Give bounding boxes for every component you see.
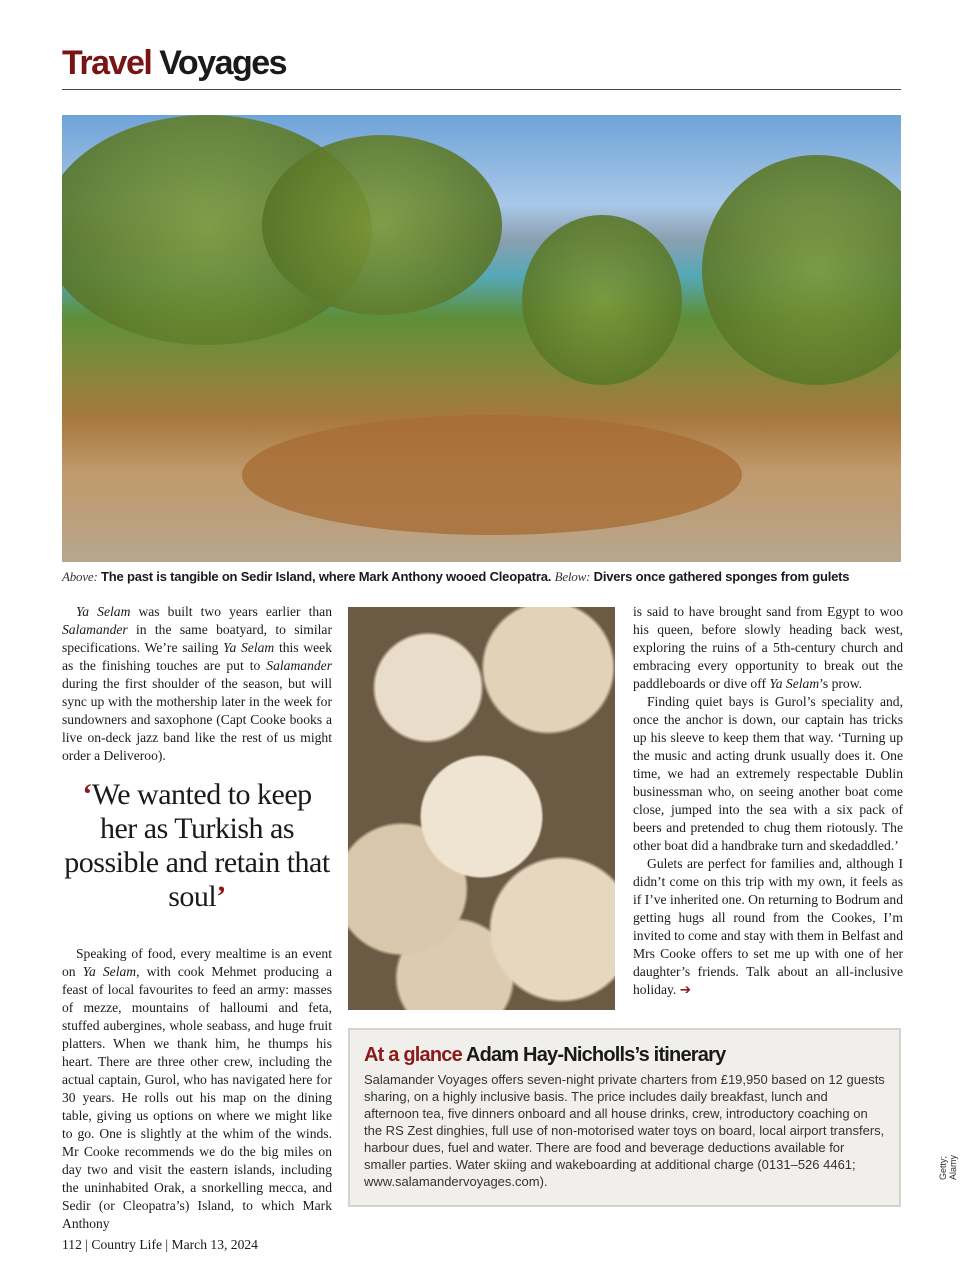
paragraph xyxy=(633,693,903,855)
boat-name: Ya Selam xyxy=(76,604,131,619)
page-folio: 112 | Country Life | March 13, 2024 xyxy=(62,1237,258,1252)
header-rule xyxy=(62,89,901,90)
boat-name: Ya Selam xyxy=(82,964,137,979)
paragraph-text: is said to have brought sand from Egypt to woo his queen, before slowly heading back west, exploring the ruins of a 5th-century church and embracing every opportunity to break out the paddleboards or dive off xyxy=(633,604,903,691)
paragraph-text: Gulets are perfect for families and, although I didn’t come on this trip with my own, it feels as if I’ve inherited one. On returning to Bodrum and getting hugs all round from the Cookes, I’m invited to come and stay with them in Belfast and Mrs Cooke offers to set me up with one of her daughter’s friends. Talk about an all-inclusive holiday. xyxy=(633,856,903,997)
paragraph-text: in the same boatyard, to similar specifications. We’re sailing xyxy=(62,622,332,655)
paragraph-text: this week as the finishing touches are put to xyxy=(62,640,332,673)
paragraph xyxy=(62,603,332,765)
at-a-glance-label: At a glance xyxy=(364,1044,462,1066)
itinerary-title: Adam Hay-Nicholls’s itinerary xyxy=(465,1044,726,1066)
boat-name: Ya Selam xyxy=(769,676,820,691)
body-column-3 xyxy=(633,603,903,999)
caption-label: Above: xyxy=(62,569,98,584)
paragraph-text: ’s prow. xyxy=(819,676,863,691)
photo-caption xyxy=(62,569,849,585)
paragraph xyxy=(633,855,903,999)
olive-tree xyxy=(262,135,502,315)
olive-tree xyxy=(702,155,901,385)
pull-quote xyxy=(62,778,332,914)
sponges-photo xyxy=(348,607,615,1010)
paragraph xyxy=(62,945,332,1233)
paragraph-text: , with cook Mehmet producing a feast of local favourites to feed an army: masses of mezze, mountains of halloumi and feta, stuffed aubergines, whole seabass, and huge fruit platters. When we thank him, he thumps his heart. There are three other crew, including the actual captain, Gurol, who has navigated here for 30 years. He rolls out his map on the dining table, giving us options on where we might like to go. One is slightly at the whim of the winds. Mr Cooke recommends we do the big miles on day two and visit the eastern islands, including the uninhabited Orak, a snorkelling mecca, and Sedir (or Cleopatra’s) Island, to which Mark Anthony xyxy=(62,964,332,1231)
photo-credit: Getty; Alamy xyxy=(938,1154,958,1180)
boat-name: Salamander xyxy=(266,658,332,673)
pull-quote-text: We wanted to keep her as Turkish as possible and retain that soul xyxy=(64,778,330,913)
at-a-glance-heading xyxy=(364,1044,885,1067)
body-column-1-continued xyxy=(62,945,332,1233)
salamander-end-mark-icon: ➔ xyxy=(676,982,692,997)
section-header xyxy=(62,44,286,83)
olive-tree xyxy=(522,215,682,385)
open-quote-mark: ‘ xyxy=(82,778,92,811)
caption-label: Below: xyxy=(554,569,591,584)
paragraph xyxy=(633,603,903,693)
paragraph-text: during the first shoulder of the season, but will sync up with the mothership later in the week for sundowners and saxophone (Capt Cooke books a live on-deck jazz band like the rest of us might order a Deliveroo). xyxy=(62,676,332,763)
body-column-1 xyxy=(62,603,332,765)
close-quote-mark: ’ xyxy=(216,880,226,913)
sedir-island-photo xyxy=(62,115,901,562)
caption-text: Divers once gathered sponges from gulets xyxy=(593,569,850,584)
section-label: Travel xyxy=(62,44,152,82)
theatre-ground xyxy=(242,415,742,535)
boat-name: Salamander xyxy=(62,622,128,637)
at-a-glance-box xyxy=(348,1028,901,1207)
boat-name: Ya Selam xyxy=(223,640,275,655)
paragraph-text: Speaking of food, every mealtime is an event on xyxy=(62,946,332,979)
paragraph-text: Finding quiet bays is Gurol’s speciality and, once the anchor is down, our captain has tricks up his sleeve to keep them that way. ‘Turning up the music and acting drunk usually does it. One time, we had an extremely respectable Dublin businessman who, on seeing another boat come close, jumped into the sea with a six pack of beers and pretended to chug them riotously. The other boat did a handbrake turn and skedaddled.’ xyxy=(633,694,903,853)
itinerary-body: Salamander Voyages offers seven-night private charters from £19,950 based on 12 guests sharing, on a highly inclusive basis. The price includes daily breakfast, lunch and afternoon tea, five dinners onboard and all house drinks, crew, introductory coaching on the RS Zest dinghies, full use of non-motorised water toys on board, local airport transfers, harbour dues, fuel and water. There are food and beverage deductions available for smaller parties. Water skiing and wakeboarding at additional charge (0131–526 4461; www.salamandervoyages.com). xyxy=(364,1072,885,1189)
paragraph-text: was built two years earlier than xyxy=(130,604,332,619)
section-title: Voyages xyxy=(159,44,287,82)
caption-text: The past is tangible on Sedir Island, where Mark Anthony wooed Cleopatra. xyxy=(101,569,552,584)
